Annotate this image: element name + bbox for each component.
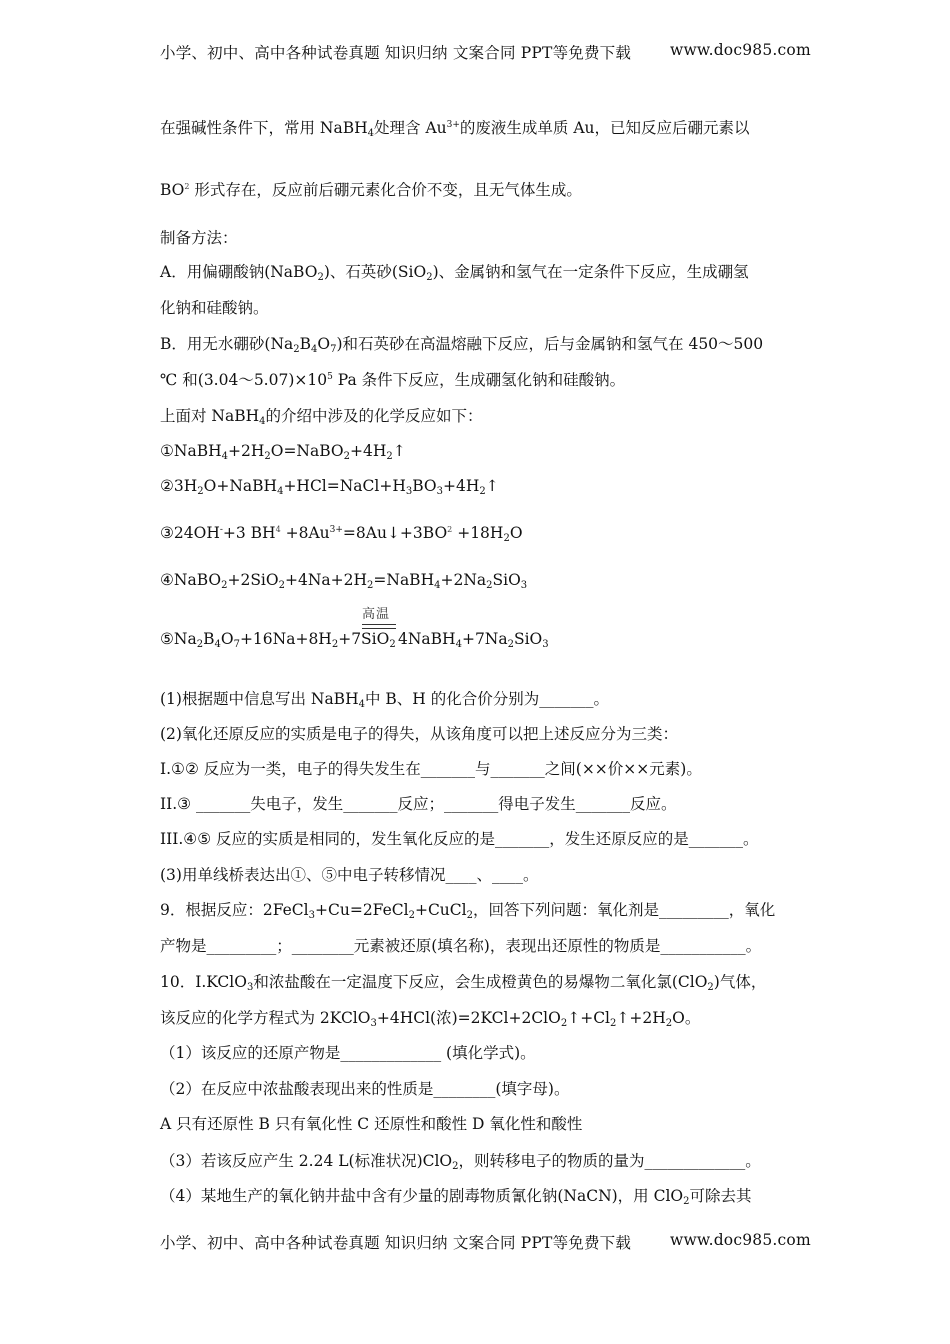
method-b-line-1: B．用无水硼砂$(Na_2B_4O_7)$和石英砂在高温熔融下反应，后与金属钠和氢气在 450～500 [160, 335, 764, 355]
method-b-line-2: ℃ 和$(3.04\sim 5.07)\times 10^5$ Pa 条件下反应，生成硼氢化钠和硅酸钠。 [160, 371, 626, 389]
methods-title: 制备方法： [160, 229, 238, 247]
page-header [160, 41, 811, 63]
problem-9-line-2: 产物是_________；________元素被还原(填名称)，表现出还原性的物质是___________。 [160, 937, 762, 955]
problem-10-q1: （1）该反应的还原产物是_____________ (填化学式)。 [160, 1044, 536, 1062]
header-site: www.doc985.com [670, 41, 811, 59]
question-2-ii: II.③ _______失电子，发生_______反应；_______得电子发生_______反应。 [160, 795, 677, 813]
problem-10-q2: （2）在反应中浓盐酸表现出来的性质是________(填字母)。 [160, 1080, 570, 1098]
question-3: (3)用单线桥表达出①、⑤中电子转移情况____、____。 [160, 866, 539, 884]
reaction-5-left: $⑤Na_2B_4O_7+16Na+8H_2+7SiO_2$ [160, 630, 396, 650]
reaction-5-condition: 高温 [362, 607, 391, 622]
footer-site: www.doc985.com [670, 1231, 811, 1249]
reaction-2: $②3H_2O+NaBH_4+HCl=NaCl+H_3BO_3+4H_2↑$ [160, 477, 499, 497]
problem-9-line-1: 9．根据反应：2FeCl$_3$+Cu=2FeCl$_2$+CuCl$_2$，回答下列问题：氧化剂是_________，氧化 [160, 901, 776, 921]
question-2-i: I.①② 反应为一类，电子的得失发生在_______与_______之间(××价××元素)。 [160, 760, 702, 778]
method-a-line-1: A．用偏硼酸钠(NaBO$_2$)、石英砂(SiO$_2$)、金属钠和氢气在一定条件下反应，生成硼氢 [160, 263, 749, 283]
reaction-1: $①NaBH_4+2H_2O=NaBO_2+4H_2↑$ [160, 442, 406, 462]
reaction-3: ③24OH-+3 $BH^4$ $+8Au^{3+}=8Au↓+3BO^2 +18H_2O$ [160, 524, 523, 544]
problem-10-options: A 只有还原性 B 只有氧化性 C 还原性和酸性 D 氧化性和酸性 [160, 1115, 583, 1133]
question-2-iii: III.④⑤ 反应的实质是相同的，发生氧化反应的是_______，发生还原反应的是_______。 [160, 830, 759, 848]
problem-10-q3: （3）若该反应产生 2.24 L(标准状况)ClO$_2$，则转移电子的物质的量为_____________。 [160, 1152, 761, 1172]
reaction-5-right: $4NaBH_4+7Na_2SiO_3$ [398, 630, 549, 650]
intro-line-1: 在强碱性条件下，常用 NaBH$_4$处理含 $Au^{3+}$的废液生成单质 Au，已知反应后硼元素以 [160, 119, 750, 139]
header-text: 小学、初中、高中各种试卷真题 知识归纳 文案合同 PPT等免费下载 [160, 44, 632, 62]
problem-10-line-2: 该反应的化学方程式为 2KClO$_3$+4HCl(浓)$=2KCl+2ClO_2↑+Cl_2↑+2H_2O$。 [160, 1009, 701, 1029]
method-a-line-2: 化钠和硅酸钠。 [160, 299, 269, 317]
intro-line-2: $BO^2$ 形式存在，反应前后硼元素化合价不变，且无气体生成。 [160, 181, 582, 199]
footer-text: 小学、初中、高中各种试卷真题 知识归纳 文案合同 PPT等免费下载 [160, 1234, 632, 1252]
page-footer [160, 1231, 811, 1253]
problem-10-q4: （4）某地生产的氧化钠井盐中含有少量的剧毒物质氰化钠(NaCN)，用 ClO$_2$可除去其 [160, 1187, 752, 1207]
reaction-4: $④NaBO_2+2SiO_2+4Na+2H_2=NaBH_4+2Na_2SiO_3$ [160, 571, 528, 591]
question-2: (2)氧化还原反应的实质是电子的得失，从该角度可以把上述反应分为三类： [160, 725, 678, 743]
question-1: (1)根据题中信息写出 NaBH$_4$中 B、H 的化合价分别为_______。 [160, 690, 609, 710]
problem-10-line-1: 10．Ⅰ.KClO$_3$和浓盐酸在一定温度下反应，会生成橙黄色的易爆物二氧化氯(ClO$_2$)气体， [160, 973, 767, 993]
reactions-intro: 上面对 NaBH$_4$的介绍中涉及的化学反应如下： [160, 407, 483, 427]
